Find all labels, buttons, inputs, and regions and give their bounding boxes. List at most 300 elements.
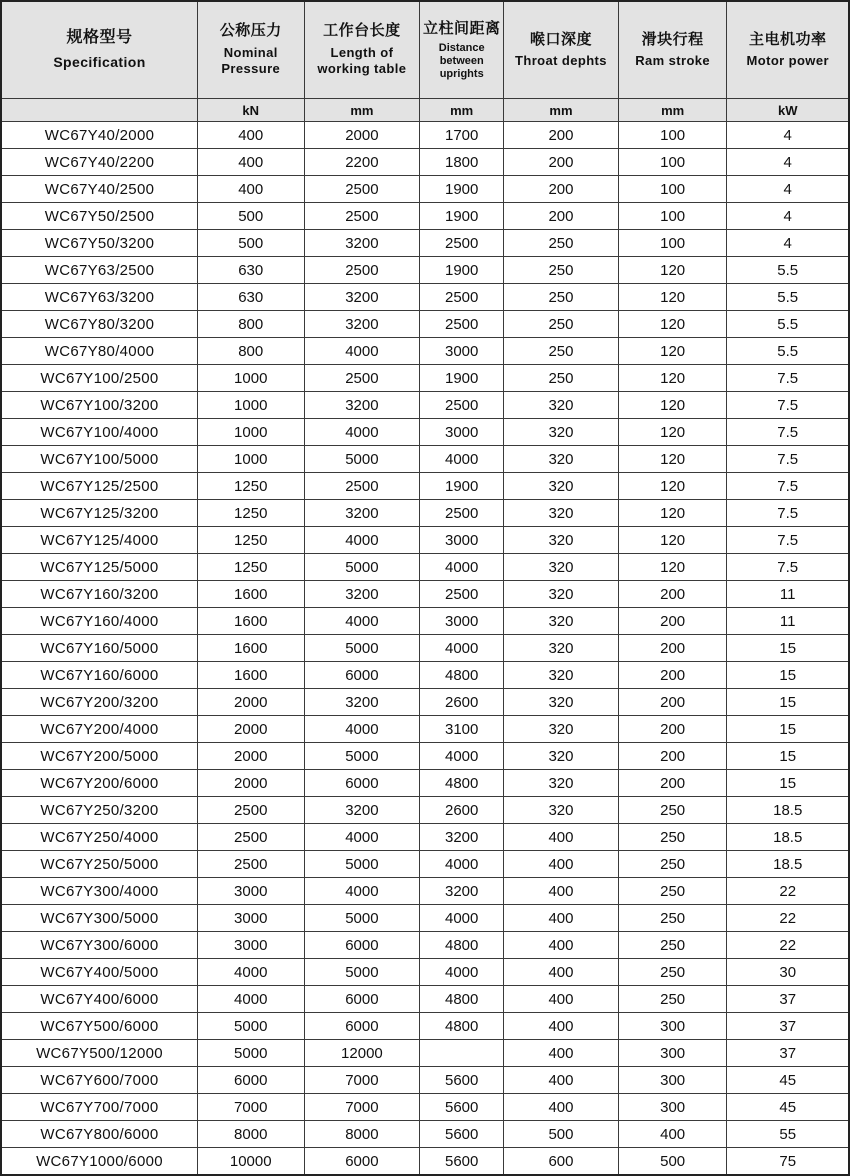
table-cell: 55 (727, 1121, 849, 1148)
table-cell: 250 (504, 257, 619, 284)
table-cell: 320 (504, 743, 619, 770)
table-cell: 320 (504, 689, 619, 716)
table-cell: 3000 (420, 419, 504, 446)
table-row (1, 446, 849, 473)
table-row (1, 554, 849, 581)
column-header-nominal-pressure (197, 1, 304, 99)
unit-throat-depths: mm (504, 99, 619, 122)
table-cell: 400 (504, 905, 619, 932)
table-cell: 2000 (197, 743, 304, 770)
cell-specification: WC67Y250/3200 (1, 797, 197, 824)
table-cell: 1900 (420, 257, 504, 284)
table-cell: 5.5 (727, 338, 849, 365)
table-row (1, 257, 849, 284)
table-row (1, 878, 849, 905)
cell-specification: WC67Y700/7000 (1, 1094, 197, 1121)
column-header-motor-power-cn: 主电机功率 (748, 30, 827, 48)
table-row (1, 365, 849, 392)
table-cell: 100 (618, 149, 727, 176)
table-cell: 6000 (304, 770, 420, 797)
cell-specification: WC67Y80/4000 (1, 338, 197, 365)
cell-specification: WC67Y200/3200 (1, 689, 197, 716)
table-cell: 10000 (197, 1148, 304, 1176)
cell-specification: WC67Y40/2500 (1, 176, 197, 203)
cell-specification: WC67Y800/6000 (1, 1121, 197, 1148)
unit-distance-between-uprights: mm (420, 99, 504, 122)
cell-specification: WC67Y300/4000 (1, 878, 197, 905)
table-cell: 8000 (304, 1121, 420, 1148)
table-cell: 1000 (197, 392, 304, 419)
table-cell: 7.5 (727, 392, 849, 419)
table-cell: 630 (197, 284, 304, 311)
table-cell: 2500 (304, 257, 420, 284)
table-row (1, 500, 849, 527)
table-cell: 5600 (420, 1067, 504, 1094)
cell-specification: WC67Y400/5000 (1, 959, 197, 986)
table-cell: 5000 (304, 851, 420, 878)
table-cell: 4000 (304, 527, 420, 554)
table-row (1, 959, 849, 986)
table-cell: 400 (504, 959, 619, 986)
table-cell: 1900 (420, 176, 504, 203)
table-cell: 400 (504, 1067, 619, 1094)
table-cell: 120 (618, 311, 727, 338)
table-cell: 320 (504, 527, 619, 554)
table-cell: 2500 (197, 851, 304, 878)
table-cell: 200 (618, 770, 727, 797)
cell-specification: WC67Y160/6000 (1, 662, 197, 689)
table-cell: 2500 (304, 365, 420, 392)
table-cell: 45 (727, 1094, 849, 1121)
table-row (1, 608, 849, 635)
table-cell: 400 (504, 878, 619, 905)
table-cell: 500 (618, 1148, 727, 1176)
cell-specification: WC67Y250/5000 (1, 851, 197, 878)
table-cell: 320 (504, 770, 619, 797)
table-row (1, 851, 849, 878)
table-cell: 4 (727, 230, 849, 257)
column-header-throat-depths-en: Throat dephts (515, 53, 607, 69)
table-cell: 4000 (420, 905, 504, 932)
cell-specification: WC67Y600/7000 (1, 1067, 197, 1094)
column-header-distance-between-uprights (420, 1, 504, 99)
table-cell: 200 (618, 743, 727, 770)
column-header-specification-en: Specification (53, 54, 146, 71)
table-row (1, 689, 849, 716)
cell-specification: WC67Y200/6000 (1, 770, 197, 797)
table-cell: 800 (197, 338, 304, 365)
table-cell: 3000 (197, 878, 304, 905)
table-cell: 7000 (304, 1067, 420, 1094)
table-cell: 6000 (304, 662, 420, 689)
table-cell: 4 (727, 149, 849, 176)
table-cell: 400 (504, 851, 619, 878)
cell-specification: WC67Y40/2000 (1, 122, 197, 149)
table-cell: 400 (504, 1094, 619, 1121)
table-cell: 6000 (304, 1013, 420, 1040)
table-cell: 12000 (304, 1040, 420, 1067)
table-cell: 400 (618, 1121, 727, 1148)
column-header-nominal-pressure-cn: 公称压力 (219, 22, 282, 40)
table-cell: 200 (618, 608, 727, 635)
table-cell: 250 (618, 905, 727, 932)
table-cell: 400 (504, 932, 619, 959)
table-cell: 320 (504, 608, 619, 635)
table-cell: 1900 (420, 203, 504, 230)
table-cell: 120 (618, 527, 727, 554)
table-cell: 100 (618, 203, 727, 230)
cell-specification: WC67Y100/2500 (1, 365, 197, 392)
table-cell: 7.5 (727, 500, 849, 527)
table-cell: 200 (504, 122, 619, 149)
table-cell: 11 (727, 581, 849, 608)
table-cell: 4000 (197, 959, 304, 986)
table-cell: 2000 (197, 770, 304, 797)
table-cell: 15 (727, 770, 849, 797)
table-cell: 2500 (197, 797, 304, 824)
table-cell: 1700 (420, 122, 504, 149)
table-cell: 320 (504, 392, 619, 419)
table-cell: 2200 (304, 149, 420, 176)
table-cell: 320 (504, 500, 619, 527)
table-cell: 100 (618, 230, 727, 257)
table-cell: 3200 (304, 797, 420, 824)
table-cell: 200 (618, 716, 727, 743)
table-cell: 320 (504, 581, 619, 608)
table-cell: 320 (504, 419, 619, 446)
table-cell: 75 (727, 1148, 849, 1176)
column-header-specification-cn: 规格型号 (66, 29, 133, 47)
table-cell: 22 (727, 878, 849, 905)
table-cell: 4000 (420, 446, 504, 473)
table-cell: 3000 (197, 905, 304, 932)
table-cell: 120 (618, 338, 727, 365)
cell-specification: WC67Y400/6000 (1, 986, 197, 1013)
table-cell: 120 (618, 284, 727, 311)
table-cell: 120 (618, 446, 727, 473)
table-header (1, 1, 849, 122)
table-cell: 1250 (197, 527, 304, 554)
cell-specification: WC67Y250/4000 (1, 824, 197, 851)
table-cell: 3000 (197, 932, 304, 959)
table-cell: 4000 (420, 851, 504, 878)
table-cell (420, 1040, 504, 1067)
table-cell: 1600 (197, 662, 304, 689)
table-row (1, 932, 849, 959)
table-cell: 4000 (197, 986, 304, 1013)
table-cell: 120 (618, 257, 727, 284)
table-cell: 3200 (304, 581, 420, 608)
table-row (1, 473, 849, 500)
unit-nominal-pressure: kN (197, 99, 304, 122)
column-header-distance-between-uprights-en: Distance between uprights (438, 42, 485, 80)
table-cell: 1000 (197, 419, 304, 446)
table-cell: 4000 (420, 554, 504, 581)
table-cell: 1000 (197, 446, 304, 473)
column-header-working-table-length-cn: 工作台长度 (323, 22, 401, 40)
table-cell: 3000 (420, 338, 504, 365)
table-cell: 2500 (197, 824, 304, 851)
table-cell: 200 (504, 203, 619, 230)
cell-specification: WC67Y300/5000 (1, 905, 197, 932)
table-cell: 15 (727, 716, 849, 743)
table-cell: 500 (197, 230, 304, 257)
table-row (1, 230, 849, 257)
cell-specification: WC67Y160/3200 (1, 581, 197, 608)
table-cell: 2500 (420, 230, 504, 257)
cell-specification: WC67Y50/2500 (1, 203, 197, 230)
table-cell: 18.5 (727, 824, 849, 851)
table-cell: 120 (618, 500, 727, 527)
table-cell: 250 (504, 365, 619, 392)
table-cell: 4800 (420, 986, 504, 1013)
table-cell: 2500 (420, 284, 504, 311)
table-row (1, 635, 849, 662)
table-cell: 3200 (304, 230, 420, 257)
table-cell: 400 (504, 1013, 619, 1040)
table-cell: 3200 (304, 689, 420, 716)
table-cell: 4000 (304, 419, 420, 446)
table-row (1, 716, 849, 743)
table-cell: 5.5 (727, 284, 849, 311)
table-cell: 4000 (420, 959, 504, 986)
table-cell: 320 (504, 554, 619, 581)
table-cell: 3200 (420, 824, 504, 851)
table-cell: 4000 (304, 716, 420, 743)
table-cell: 5000 (304, 743, 420, 770)
table-cell: 5000 (197, 1040, 304, 1067)
cell-specification: WC67Y50/3200 (1, 230, 197, 257)
cell-specification: WC67Y100/5000 (1, 446, 197, 473)
unit-specification (1, 99, 197, 122)
table-cell: 5000 (304, 959, 420, 986)
table-cell: 250 (618, 959, 727, 986)
table-cell: 7.5 (727, 365, 849, 392)
table-cell: 2000 (304, 122, 420, 149)
table-cell: 2500 (420, 392, 504, 419)
cell-specification: WC67Y200/4000 (1, 716, 197, 743)
column-header-motor-power-en: Motor power (746, 53, 829, 69)
table-cell: 4000 (304, 878, 420, 905)
table-cell: 5600 (420, 1148, 504, 1176)
column-header-ram-stroke-cn: 滑块行程 (641, 30, 704, 48)
table-row (1, 1094, 849, 1121)
table-row (1, 203, 849, 230)
column-header-nominal-pressure-en: Nominal Pressure (221, 45, 281, 77)
table-cell: 120 (618, 365, 727, 392)
table-cell: 4000 (304, 824, 420, 851)
cell-specification: WC67Y200/5000 (1, 743, 197, 770)
table-row (1, 311, 849, 338)
table-cell: 4 (727, 122, 849, 149)
table-cell: 300 (618, 1013, 727, 1040)
unit-ram-stroke: mm (618, 99, 727, 122)
table-cell: 3200 (304, 284, 420, 311)
table-cell: 200 (618, 662, 727, 689)
cell-specification: WC67Y160/4000 (1, 608, 197, 635)
cell-specification: WC67Y125/5000 (1, 554, 197, 581)
table-cell: 320 (504, 635, 619, 662)
table-row (1, 1040, 849, 1067)
table-cell: 2500 (304, 176, 420, 203)
table-cell: 4800 (420, 770, 504, 797)
table-cell: 250 (504, 311, 619, 338)
cell-specification: WC67Y63/3200 (1, 284, 197, 311)
table-body (1, 122, 849, 1176)
table-cell: 200 (504, 149, 619, 176)
table-cell: 2500 (420, 500, 504, 527)
table-cell: 250 (618, 986, 727, 1013)
table-cell: 200 (618, 689, 727, 716)
table-cell: 320 (504, 716, 619, 743)
table-cell: 4800 (420, 1013, 504, 1040)
table-cell: 1250 (197, 554, 304, 581)
cell-specification: WC67Y63/2500 (1, 257, 197, 284)
table-cell: 3200 (304, 311, 420, 338)
table-cell: 120 (618, 473, 727, 500)
table-cell: 250 (504, 230, 619, 257)
table-cell: 15 (727, 689, 849, 716)
table-cell: 400 (504, 1040, 619, 1067)
cell-specification: WC67Y125/2500 (1, 473, 197, 500)
table-cell: 4 (727, 176, 849, 203)
table-cell: 18.5 (727, 797, 849, 824)
table-cell: 18.5 (727, 851, 849, 878)
column-header-motor-power (727, 1, 849, 99)
column-header-throat-depths (504, 1, 619, 99)
header-row-titles (1, 1, 849, 99)
table-cell: 1250 (197, 500, 304, 527)
table-cell: 2500 (304, 203, 420, 230)
table-cell: 4000 (420, 635, 504, 662)
cell-specification: WC67Y40/2200 (1, 149, 197, 176)
cell-specification: WC67Y1000/6000 (1, 1148, 197, 1176)
table-cell: 250 (618, 878, 727, 905)
unit-motor-power: kW (727, 99, 849, 122)
table-cell: 2500 (420, 311, 504, 338)
table-cell: 2000 (197, 689, 304, 716)
table-cell: 2600 (420, 689, 504, 716)
table-cell: 37 (727, 1013, 849, 1040)
cell-specification: WC67Y100/3200 (1, 392, 197, 419)
table-cell: 250 (618, 797, 727, 824)
cell-specification: WC67Y300/6000 (1, 932, 197, 959)
table-cell: 100 (618, 122, 727, 149)
table-cell: 5000 (197, 1013, 304, 1040)
table-row (1, 149, 849, 176)
table-cell: 5600 (420, 1094, 504, 1121)
table-cell: 320 (504, 473, 619, 500)
table-cell: 300 (618, 1040, 727, 1067)
table-cell: 5.5 (727, 311, 849, 338)
table-cell: 500 (504, 1121, 619, 1148)
table-cell: 2500 (304, 473, 420, 500)
table-row (1, 1148, 849, 1176)
table-cell: 250 (504, 338, 619, 365)
table-cell: 250 (504, 284, 619, 311)
table-cell: 250 (618, 932, 727, 959)
table-cell: 1800 (420, 149, 504, 176)
column-header-specification (1, 1, 197, 99)
table-cell: 7.5 (727, 527, 849, 554)
table-cell: 37 (727, 986, 849, 1013)
table-row (1, 662, 849, 689)
table-cell: 15 (727, 743, 849, 770)
table-cell: 5000 (304, 446, 420, 473)
table-row (1, 527, 849, 554)
table-cell: 4000 (304, 608, 420, 635)
table-cell: 7.5 (727, 554, 849, 581)
table-cell: 3100 (420, 716, 504, 743)
table-cell: 15 (727, 662, 849, 689)
table-cell: 4000 (304, 338, 420, 365)
table-cell: 200 (504, 176, 619, 203)
table-cell: 7.5 (727, 446, 849, 473)
table-cell: 45 (727, 1067, 849, 1094)
table-cell: 15 (727, 635, 849, 662)
column-header-working-table-length (304, 1, 420, 99)
table-cell: 1600 (197, 581, 304, 608)
column-header-working-table-length-en: Length of working table (317, 45, 407, 77)
unit-working-table-length: mm (304, 99, 420, 122)
table-cell: 120 (618, 392, 727, 419)
cell-specification: WC67Y125/4000 (1, 527, 197, 554)
table-row (1, 770, 849, 797)
table-cell: 4800 (420, 662, 504, 689)
table-cell: 7000 (197, 1094, 304, 1121)
table-cell: 300 (618, 1094, 727, 1121)
table-row (1, 1013, 849, 1040)
table-cell: 320 (504, 662, 619, 689)
table-cell: 4 (727, 203, 849, 230)
table-cell: 600 (504, 1148, 619, 1176)
table-cell: 1000 (197, 365, 304, 392)
table-cell: 5000 (304, 635, 420, 662)
table-cell: 500 (197, 203, 304, 230)
table-cell: 250 (618, 851, 727, 878)
table-cell: 7.5 (727, 419, 849, 446)
table-cell: 7.5 (727, 473, 849, 500)
table-cell: 100 (618, 176, 727, 203)
table-cell: 6000 (304, 986, 420, 1013)
table-cell: 1250 (197, 473, 304, 500)
table-cell: 5000 (304, 905, 420, 932)
table-cell: 6000 (197, 1067, 304, 1094)
table-cell: 400 (197, 176, 304, 203)
table-cell: 1600 (197, 608, 304, 635)
table-cell: 3000 (420, 608, 504, 635)
table-cell: 11 (727, 608, 849, 635)
table-cell: 6000 (304, 932, 420, 959)
table-cell: 800 (197, 311, 304, 338)
table-cell: 200 (618, 635, 727, 662)
column-header-throat-depths-cn: 喉口深度 (529, 30, 592, 48)
table-cell: 4800 (420, 932, 504, 959)
header-row-units (1, 99, 849, 122)
table-cell: 120 (618, 419, 727, 446)
table-cell: 320 (504, 446, 619, 473)
table-cell: 2600 (420, 797, 504, 824)
table-row (1, 284, 849, 311)
table-cell: 1600 (197, 635, 304, 662)
table-cell: 5000 (304, 554, 420, 581)
table-cell: 1900 (420, 473, 504, 500)
cell-specification: WC67Y160/5000 (1, 635, 197, 662)
table-cell: 30 (727, 959, 849, 986)
table-row (1, 824, 849, 851)
column-header-ram-stroke (618, 1, 727, 99)
table-row (1, 338, 849, 365)
